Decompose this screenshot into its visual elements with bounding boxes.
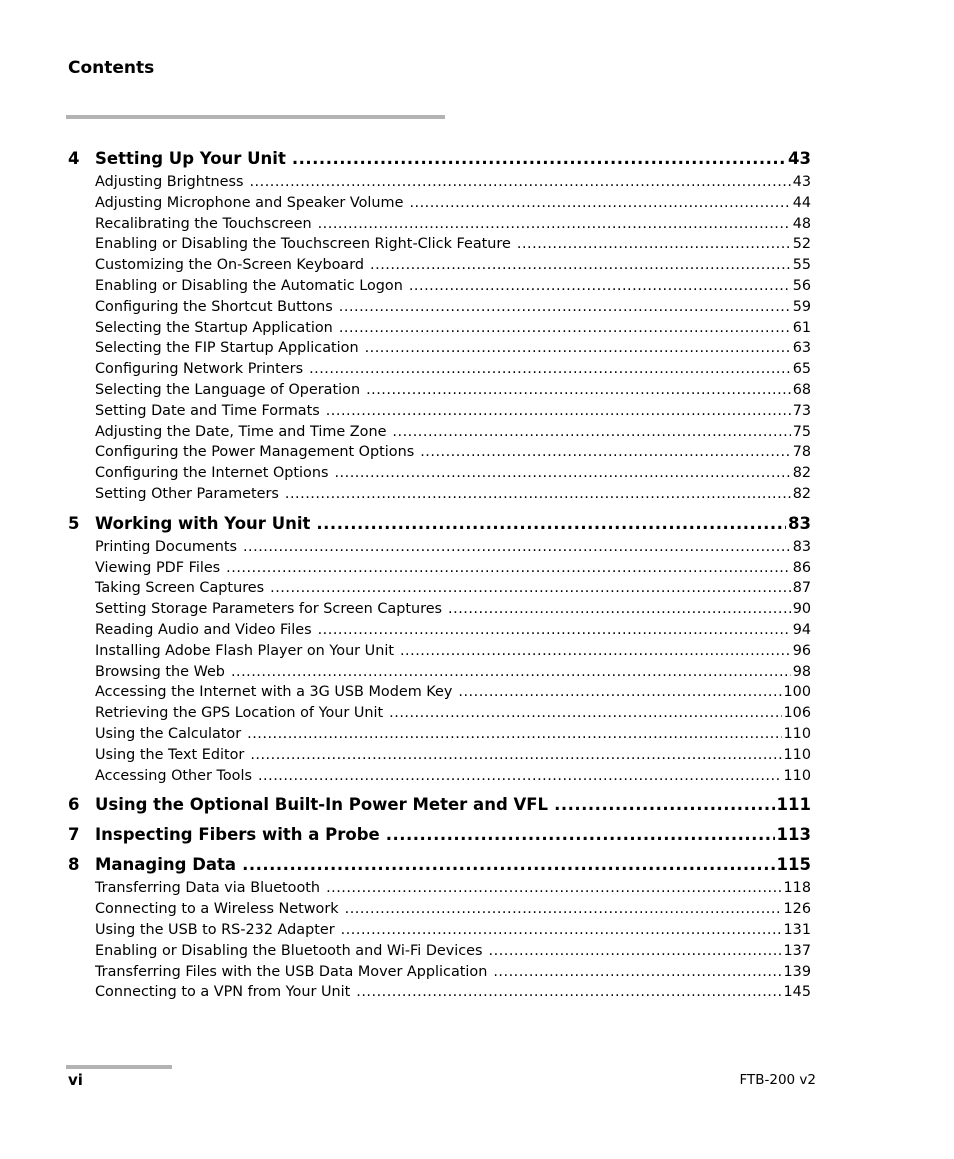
toc-entry[interactable] [68,338,811,359]
toc-entry[interactable] [68,172,811,193]
dot-leader [356,982,781,1003]
footer-document-name: FTB-200 v2 [739,1072,816,1088]
entry-page-number: 73 [792,402,811,419]
toc-entry[interactable] [68,703,811,724]
toc-entry[interactable] [68,193,811,214]
entry-title: Setting Other Parameters [95,485,279,502]
dot-leader [250,745,781,766]
entry-title: Enabling or Disabling the Touchscreen Right-Click Feature [95,236,511,253]
dot-leader [285,484,791,505]
toc-entry[interactable] [68,442,811,463]
toc-chapter-heading[interactable] [68,148,811,170]
entry-page-number: 87 [792,580,811,597]
toc-entry[interactable] [68,599,811,620]
toc-entry[interactable] [68,558,811,579]
header-rule [66,115,445,119]
entry-title: Selecting the Language of Operation [95,381,361,398]
entry-title: Customizing the On-Screen Keyboard [95,257,365,274]
chapter-title: Using the Optional Built-In Power Meter and VFL [95,795,549,815]
entry-page-number: 83 [792,538,811,555]
dot-leader [326,401,791,422]
toc-chapter-heading[interactable] [68,794,811,816]
toc-entry[interactable] [68,982,811,1003]
entry-title: Enabling or Disabling the Bluetooth and Wi-Fi Devices [95,942,483,959]
dot-leader [409,193,790,214]
entry-page-number: 56 [792,277,811,294]
toc-entry[interactable] [68,214,811,235]
toc-entry[interactable] [68,297,811,318]
toc-chapter [68,513,811,787]
entry-title: Configuring the Power Management Options [95,444,415,461]
dot-leader [554,794,774,816]
footer-page-number: vi [68,1071,83,1089]
toc-entry[interactable] [68,682,811,703]
page-title: Contents [68,58,155,78]
entry-title: Using the USB to RS-232 Adapter [95,921,335,938]
entry-page-number: 59 [792,298,811,315]
chapter-number: 7 [68,825,80,845]
entry-title: Using the Calculator [95,725,242,742]
table-of-contents [68,148,811,1011]
dot-leader [339,297,791,318]
dot-leader [409,276,791,297]
dot-leader [389,703,781,724]
entry-page-number: 78 [792,444,811,461]
entry-page-number: 96 [792,642,811,659]
entry-title: Accessing Other Tools [95,767,252,784]
entry-page-number: 63 [792,340,811,357]
entry-page-number: 52 [792,236,811,253]
toc-entry[interactable] [68,380,811,401]
dot-leader [458,682,781,703]
chapter-number: 4 [68,149,80,168]
chapter-title: Working with Your Unit [95,513,311,533]
entry-title: Connecting to a VPN from Your Unit [95,984,351,1001]
chapter-page-number: 113 [776,825,811,845]
entry-title: Using the Text Editor [95,746,245,763]
entry-title: Selecting the Startup Application [95,319,333,336]
toc-entry[interactable] [68,359,811,380]
toc-entry[interactable] [68,422,811,443]
entry-title: Installing Adobe Flash Player on Your Unit [95,642,394,659]
entry-page-number: 118 [783,880,811,897]
entry-page-number: 94 [792,621,811,638]
dot-leader [517,234,791,255]
chapter-title: Inspecting Fibers with a Probe [95,825,380,845]
dot-leader [489,941,782,962]
toc-entry[interactable] [68,318,811,339]
chapter-number: 5 [68,513,80,533]
chapter-number: 8 [68,855,80,875]
dot-leader [309,359,791,380]
dot-leader [370,255,791,276]
toc-entry[interactable] [68,962,811,983]
toc-chapter [68,794,811,816]
entry-page-number: 145 [783,984,811,1001]
toc-entry[interactable] [68,641,811,662]
entry-page-number: 75 [792,423,811,440]
entry-page-number: 65 [792,361,811,378]
toc-entry[interactable] [68,463,811,484]
toc-entry[interactable] [68,766,811,787]
dot-leader [243,537,791,558]
toc-entry[interactable] [68,620,811,641]
entry-page-number: 139 [783,963,811,980]
chapter-title: Managing Data [95,855,237,875]
chapter-page-number: 43 [788,149,811,168]
dot-leader [270,578,791,599]
entry-page-number: 131 [783,921,811,938]
toc-entry[interactable] [68,401,811,422]
toc-entry[interactable] [68,724,811,745]
entry-title: Connecting to a Wireless Network [95,901,339,918]
entry-page-number: 110 [783,746,811,763]
entry-title: Reading Audio and Video Files [95,621,312,638]
toc-entry[interactable] [68,941,811,962]
toc-entry[interactable] [68,899,811,920]
chapter-number: 6 [68,795,80,815]
entry-title: Accessing the Internet with a 3G USB Modem Key [95,684,453,701]
dot-leader [226,558,791,579]
dot-leader [392,422,790,443]
entry-page-number: 61 [792,319,811,336]
chapter-title: Setting Up Your Unit [95,149,286,168]
entry-title: Recalibrating the Touchscreen [95,215,312,232]
toc-entry[interactable] [68,662,811,683]
dot-leader [400,641,791,662]
toc-entry[interactable] [68,578,811,599]
entry-title: Viewing PDF Files [95,559,221,576]
chapter-page-number: 111 [776,795,811,815]
toc-entry[interactable] [68,484,811,505]
toc-entry[interactable] [68,920,811,941]
entry-title: Browsing the Web [95,663,225,680]
toc-chapter [68,854,811,1003]
entry-page-number: 43 [792,174,811,190]
dot-leader [249,172,790,193]
entry-title: Retrieving the GPS Location of Your Unit [95,705,384,722]
entry-title: Setting Date and Time Formats [95,402,320,419]
entry-page-number: 82 [792,465,811,482]
entry-title: Enabling or Disabling the Automatic Logon [95,277,403,294]
toc-chapter-heading[interactable] [68,854,811,876]
entry-page-number: 86 [792,559,811,576]
dot-leader [345,899,782,920]
dot-leader [247,724,781,745]
dot-leader [339,318,791,339]
toc-entry[interactable] [68,878,811,899]
toc-chapter-heading[interactable] [68,824,811,846]
dot-leader [386,824,775,846]
entry-title: Adjusting the Date, Time and Time Zone [95,423,387,440]
entry-page-number: 90 [792,601,811,618]
entry-page-number: 48 [792,215,811,232]
dot-leader [326,878,781,899]
entry-title: Configuring Network Printers [95,361,304,378]
toc-entry[interactable] [68,745,811,766]
dot-leader [365,338,791,359]
entry-title: Configuring the Shortcut Buttons [95,298,333,315]
entry-title: Selecting the FIP Startup Application [95,340,359,357]
dot-leader [318,214,791,235]
footer-rule [66,1065,172,1069]
entry-page-number: 106 [783,705,811,722]
toc-entry[interactable] [68,276,811,297]
toc-entry[interactable] [68,537,811,558]
toc-chapter [68,148,811,505]
entry-page-number: 98 [792,663,811,680]
toc-entry[interactable] [68,255,811,276]
entry-page-number: 68 [792,381,811,398]
entry-page-number: 100 [783,684,811,701]
toc-chapter [68,824,811,846]
dot-leader [258,766,782,787]
entry-title: Taking Screen Captures [95,580,265,597]
entry-title: Configuring the Internet Options [95,465,329,482]
entry-title: Printing Documents [95,538,237,555]
entry-page-number: 137 [783,942,811,959]
chapter-page-number: 115 [776,855,811,875]
dot-leader [366,380,791,401]
entry-title: Setting Storage Parameters for Screen Captures [95,601,443,618]
dot-leader [493,962,781,983]
entry-page-number: 110 [783,767,811,784]
dot-leader [318,620,791,641]
dot-leader [334,463,790,484]
dot-leader [242,854,774,876]
entry-page-number: 82 [792,485,811,502]
entry-title: Adjusting Microphone and Speaker Volume [95,194,404,211]
chapter-page-number: 83 [788,513,811,533]
dot-leader [420,442,790,463]
entry-page-number: 55 [792,257,811,274]
entry-page-number: 110 [783,725,811,742]
dot-leader [231,662,791,683]
entry-page-number: 126 [783,901,811,918]
entry-page-number: 44 [792,194,811,211]
toc-chapter-heading[interactable] [68,513,811,535]
entry-title: Transferring Files with the USB Data Mover Application [95,963,488,980]
dot-leader [448,599,791,620]
entry-title: Adjusting Brightness [95,174,244,190]
dot-leader [292,148,786,170]
dot-leader [316,513,786,535]
toc-entry[interactable] [68,234,811,255]
dot-leader [341,920,782,941]
entry-title: Transferring Data via Bluetooth [95,880,321,897]
